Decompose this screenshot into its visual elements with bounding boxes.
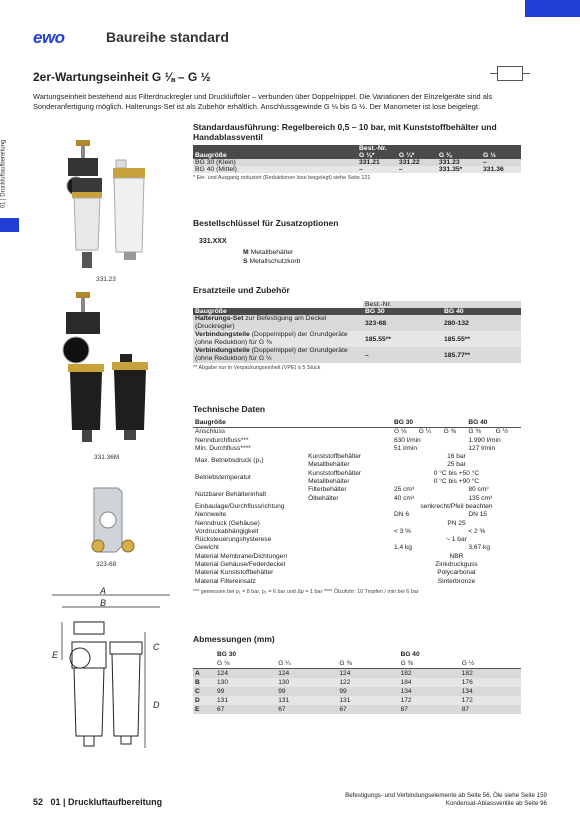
order-option: M Metallbehälter — [243, 249, 294, 256]
table-row: B 130 130 122 184 176 — [193, 678, 521, 687]
table-cell: 280-132 — [442, 315, 521, 331]
page-title: 2er-Wartungseinheit G ⅛ – G ½ — [33, 70, 211, 84]
dims-section — [193, 634, 523, 714]
standard-col: G ¼* — [397, 152, 437, 159]
table-cell: – — [481, 159, 521, 166]
standard-bestnr: Best.-Nr. — [357, 145, 521, 152]
table-row: Nenndurchfluss*** 630 l/min 1.990 l/min — [195, 436, 501, 444]
table-cell: – — [363, 347, 442, 363]
top-bar — [0, 0, 580, 17]
standard-table — [193, 145, 521, 173]
tech-heading: Technische Daten — [193, 404, 266, 414]
table-cell: – — [357, 166, 397, 173]
order-section — [193, 218, 523, 266]
table-row: Nutzbarer Behälterinhalt Filterbehälter 25 cm³ 80 cm³ — [195, 486, 489, 498]
side-section-tab — [0, 218, 19, 232]
standard-col-label: Baugröße — [193, 145, 357, 159]
standard-col: G ⅛* — [357, 152, 397, 159]
spare-table: Best.-Nr. Baugröße BG 30 BG 40 Halterungs-Set zur Befestigung am Deckel (Druckregler) 323-68 280-132 Verbindungsteile (Doppelnippel) der Grundgeräte (ohne Reduktion) für G ⅜ 185.55** 185.55** Verbindungsteile (Doppelnippel) der Grundgeräte (ohne Reduktion) für G ½ – 185.77** — [193, 301, 521, 363]
product-image-331-23 — [58, 140, 158, 275]
table-row: Anschluss G ⅛ G ¼ G ⅜ G ⅜ G ½ — [195, 428, 509, 436]
table-row: C 99 99 99 134 134 — [193, 687, 521, 696]
table-row: Vordruckabhängigkeit < 3 % < 2 % — [195, 527, 486, 535]
dimension-drawing — [48, 580, 178, 755]
caption-331-36m: 331.36M — [94, 454, 120, 461]
table-row: Material Gehäuse/Federdeckel Zinkdruckguss — [195, 561, 478, 569]
standard-note: * Ein- und Ausgang reduziert (Reduktionen lose beigelegt) siehe Seite 121 — [193, 175, 371, 181]
intro-text: Wartungseinheit bestehend aus Filterdruckregler und Drucklufföler – verbunden über Doppelnippel. Die Variationen der Einzelgeräte sind als Sonderanfertigung möglich. Halterungs-Set ist als Zubehör erhältlich. Anschlussgewinde G ⅛ bis G ½. Der Manometer ist lose beigelegt. — [33, 92, 493, 111]
footer-section: 01 | Druckluftaufbereitung — [50, 797, 163, 807]
table-cell: 331.23 — [437, 159, 481, 166]
caption-331-23: 331.23 — [96, 276, 116, 283]
table-row: Nenndruck (Gehäuse) PN 25 — [195, 519, 466, 527]
side-section-label: 01 | Druckluftaufbereitung — [0, 139, 7, 209]
spare-col: BG 30 — [363, 308, 442, 315]
table-cell: 185.77** — [442, 347, 521, 363]
spare-col-label: Baugröße — [193, 308, 363, 315]
table-cell: 185.55** — [363, 331, 442, 347]
pneumatic-symbol-icon — [497, 66, 523, 81]
spare-section — [193, 285, 523, 371]
table-row: Einbaulage/Durchflussrichtung senkrecht/Pfeil beachten — [195, 502, 493, 510]
footer-page — [33, 797, 162, 807]
table-row: Max. Betriebsdruck (p₁) Kunststoffbehälter 16 bar — [195, 453, 466, 465]
spare-col: BG 40 — [442, 308, 521, 315]
dims-heading: Abmessungen (mm) — [193, 634, 275, 644]
table-row: Metallbehälter 0 °C bis +90 °C — [308, 478, 480, 486]
dim-label-b: B — [100, 598, 107, 608]
table-row: Material Kunststoffbehälter Polycarbonat — [195, 569, 476, 577]
tech-section — [193, 404, 523, 595]
table-row: Min. Durchfluss**** 51 l/min 127 l/min — [195, 444, 496, 452]
spare-bestnr: Best.-Nr. — [363, 301, 521, 308]
table-row: E 67 67 67 87 87 — [193, 705, 521, 714]
table-cell: 331.21 — [357, 159, 397, 166]
standard-section — [193, 122, 523, 181]
dim-label-e: E — [52, 650, 59, 660]
standard-col: G ⅜ — [437, 152, 481, 159]
standard-heading: Standardausführung: Regelbereich 0,5 – 10 bar, mit Kunststoffbehälter und Handablassventil — [193, 122, 497, 142]
table-row: Rücksteuerungshysterese ~ 1 bar — [195, 536, 467, 544]
dim-label-d: D — [153, 700, 160, 710]
caption-323-68: 323-68 — [96, 561, 117, 568]
tech-table: Baugröße BG 30 BG 40 Anschluss G ⅛ G ¼ G ⅜ G ⅜ G ½ Nenndurchfluss*** 630 l/min 1.990 l/min Min. Durchfluss**** 51 l/min 127 l/min Max. Betriebsdruck (p₁) Kunststoffbehälter 16 bar Metallbehälter 25 bar Betriebstemperatur Kunststoffbehälter 0 °C bis +50 °C Metallbehälter 0 °C bis +90 °C Nutzbarer Behälterinhalt Filterbehälter 25 cm³ 80 cm³ Ölbehälter 40 cm³ 135 cm³ Einbaulage/Durchflussrichtung senkrecht/Pfeil beachten Nennweite DN 6 DN 15 Nenndruck (Gehäuse) PN 25 Vordruckabhängigkeit < 3 % < 2 % Rücksteuerungshysterese ~ 1 bar Gewicht 1,4 kg 3,67 kg Material Membrane/Dichtungen NBR Material Gehäuse/Federdeckel Zinkdruckguss Material Kunststoffbehälter Polycarbonat Material Filtereinsatz Sinterbronze — [193, 419, 521, 586]
table-cell: 331.36 — [481, 166, 521, 173]
standard-col: G ½ — [481, 152, 521, 159]
dim-label-a: A — [100, 586, 107, 596]
table-cell: 323-68 — [363, 315, 442, 331]
top-bar-accent — [525, 0, 580, 17]
ewo-logo: ewo — [33, 28, 65, 47]
product-image-331-36m — [58, 292, 158, 452]
table-row: A 124 124 124 182 182 — [193, 669, 521, 679]
table-row: Material Filtereinsatz Sinterbronze — [195, 577, 476, 585]
order-code: 331.XXX — [199, 238, 227, 245]
dim-label-c: C — [153, 642, 160, 652]
table-row-label: BG 30 (Klein) — [193, 159, 357, 166]
table-row: Ölbehälter 40 cm³ 135 cm³ — [308, 494, 493, 502]
table-cell: 185.55** — [442, 331, 521, 347]
order-option: S Metallschutzkorb — [243, 258, 301, 265]
dims-table: BG 30 BG 40 G ⅛ G ¼ G ⅜ G ⅜ G ½ A 124 124 124 182 182 B 130 130 122 184 176 C 99 99 99 134 134 D 131 131 131 172 172 E 67 67 67 87 87 — [193, 650, 521, 714]
table-row: Metallbehälter 25 bar — [308, 461, 466, 469]
footer-notes: Befestigungs- und Verbindungselemente ab Seite 56, Öle siehe Seite 159 Kondensat-Ablassventile ab Seite 96 — [345, 792, 547, 807]
table-row: Nennweite DN 6 DN 15 — [195, 511, 488, 519]
table-row: Gewicht 1,4 kg 3,67 kg — [195, 544, 490, 552]
spare-note: ** Abgabe nur in Verpackungseinheit (VPE) à 5 Stück — [193, 365, 321, 371]
spare-heading: Ersatzteile und Zubehör — [193, 285, 290, 295]
table-cell: 331.35* — [437, 166, 481, 173]
series-title: Baureihe standard — [106, 29, 229, 45]
table-row: D 131 131 131 172 172 — [193, 696, 521, 705]
table-row-label: BG 40 (Mittel) — [193, 166, 357, 173]
bracket-image-323-68 — [88, 486, 138, 558]
page-number: 52 — [33, 797, 44, 807]
table-cell: 331.22 — [397, 159, 437, 166]
table-cell: – — [397, 166, 437, 173]
table-row: Material Membrane/Dichtungen NBR — [195, 552, 464, 560]
table-row: Betriebstemperatur Kunststoffbehälter 0 °C bis +50 °C — [195, 469, 480, 481]
tech-note: *** gemessen bei p₁ = 8 bar, p₂ = 6 bar und Δp = 1 bar **** Ölzufuhr: 10 Tropfen / min bei 6 bar — [193, 588, 419, 595]
order-heading: Bestellschlüssel für Zusatzoptionen — [193, 218, 339, 228]
